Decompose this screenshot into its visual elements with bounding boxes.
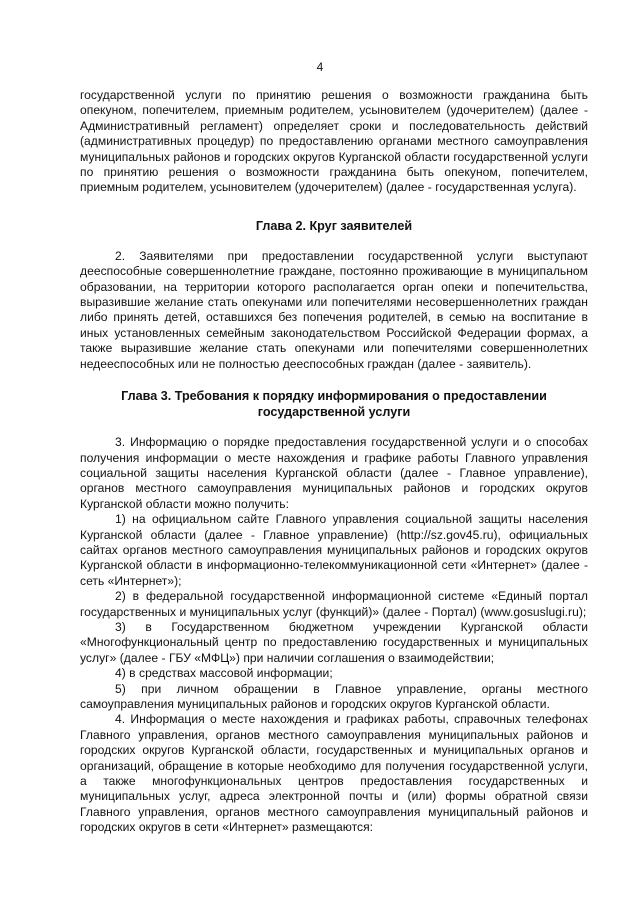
list-item-3: 3) в Государственном бюджетном учреждении Курганской области «Многофункциональный центр по предоставлению государственных и муниципальных услуг» (далее - ГБУ «МФЦ») при наличии соглашения о взаимодействии; bbox=[80, 619, 588, 665]
paragraph-2: 2. Заявителями при предоставлении государственной услуги выступают дееспособные совершеннолетние граждане, постоянно проживающие в муниципальном образовании, на территории которого располагается орган опеки и попечительства, выразившие желание стать опекунами или попечителями несовершеннолетних граждан либо принять детей, оставшихся без попечения родителей, в семью на воспитание в иных установленных семейным законодательством Российской Федерации формах, а также выразившие желание стать опекунами или попечителями совершеннолетних недееспособных или не полностью дееспособных граждан (далее - заявитель). bbox=[80, 248, 588, 371]
list-item-5: 5) при личном обращении в Главное управление, органы местного самоуправления муниципальных районов и городских округов Курганской области. bbox=[80, 681, 588, 711]
intro-paragraph: государственной услуги по принятию решения о возможности гражданина быть опекуном, попечителем, приемным родителем, усыновителем (удочерителем) (далее - Административный регламент) определяет сроки и последовательность действий (административных процедур) по предоставлению органами местного самоуправления муниципальных районов и городских округов Курганской области государственной услуги по принятию решения о возможности гражданина быть опекуном, попечителем, приемным родителем, усыновителем (удочерителем) (далее - государственная услуга). bbox=[80, 88, 588, 195]
chapter-3-heading-line2: государственной услуги bbox=[257, 405, 411, 420]
list-item-2: 2) в федеральной государственной информационной системе «Единый портал государственных и муниципальных услуг (функций)» (далее - Портал) (www.gosuslugi.ru); bbox=[80, 589, 588, 619]
paragraph-3: 3. Информацию о порядке предоставления государственной услуги и о способах получения информации о месте нахождения и графике работы Главного управления социальной защиты населения Курганской области (далее - Главное управление), органов местного самоуправления муниципальных районов и городских округов Курганской области можно получить: bbox=[80, 435, 588, 511]
list-item-1: 1) на официальном сайте Главного управления социальной защиты населения Курганской области (далее - Главное управление) (http://sz.gov45.ru), официальных сайтах органов местного самоуправления муниципальных районов и городских округов Курганской области в информационно-телекоммуникационной сети «Интернет» (далее - сеть «Интернет»); bbox=[80, 512, 588, 588]
chapter-2-heading: Глава 2. Круг заявителей bbox=[255, 218, 413, 233]
page-number: 4 bbox=[316, 60, 324, 74]
chapter-3-heading bbox=[80, 388, 588, 420]
page-content bbox=[80, 60, 588, 836]
paragraph-4: 4. Информация о месте нахождения и графиках работы, справочных телефонах Главного управления, органов местного самоуправления муниципальных районов и городских округов Курганской области, государственных и муниципальных органов и организаций, обращение в которые необходимо для получения государственной услуги, а также многофункциональных центров предоставления государственных и муниципальных услуг, адреса электронной почты и (или) формы обратной связи Главного управления, органов местного самоуправления муниципальный районов и городских округов в сети «Интернет» размещаются: bbox=[80, 712, 588, 835]
chapter-3-heading-line1: Глава 3. Требования к порядку информирования о предоставлении bbox=[121, 389, 547, 404]
list-item-4: 4) в средствах массовой информации; bbox=[115, 666, 333, 681]
